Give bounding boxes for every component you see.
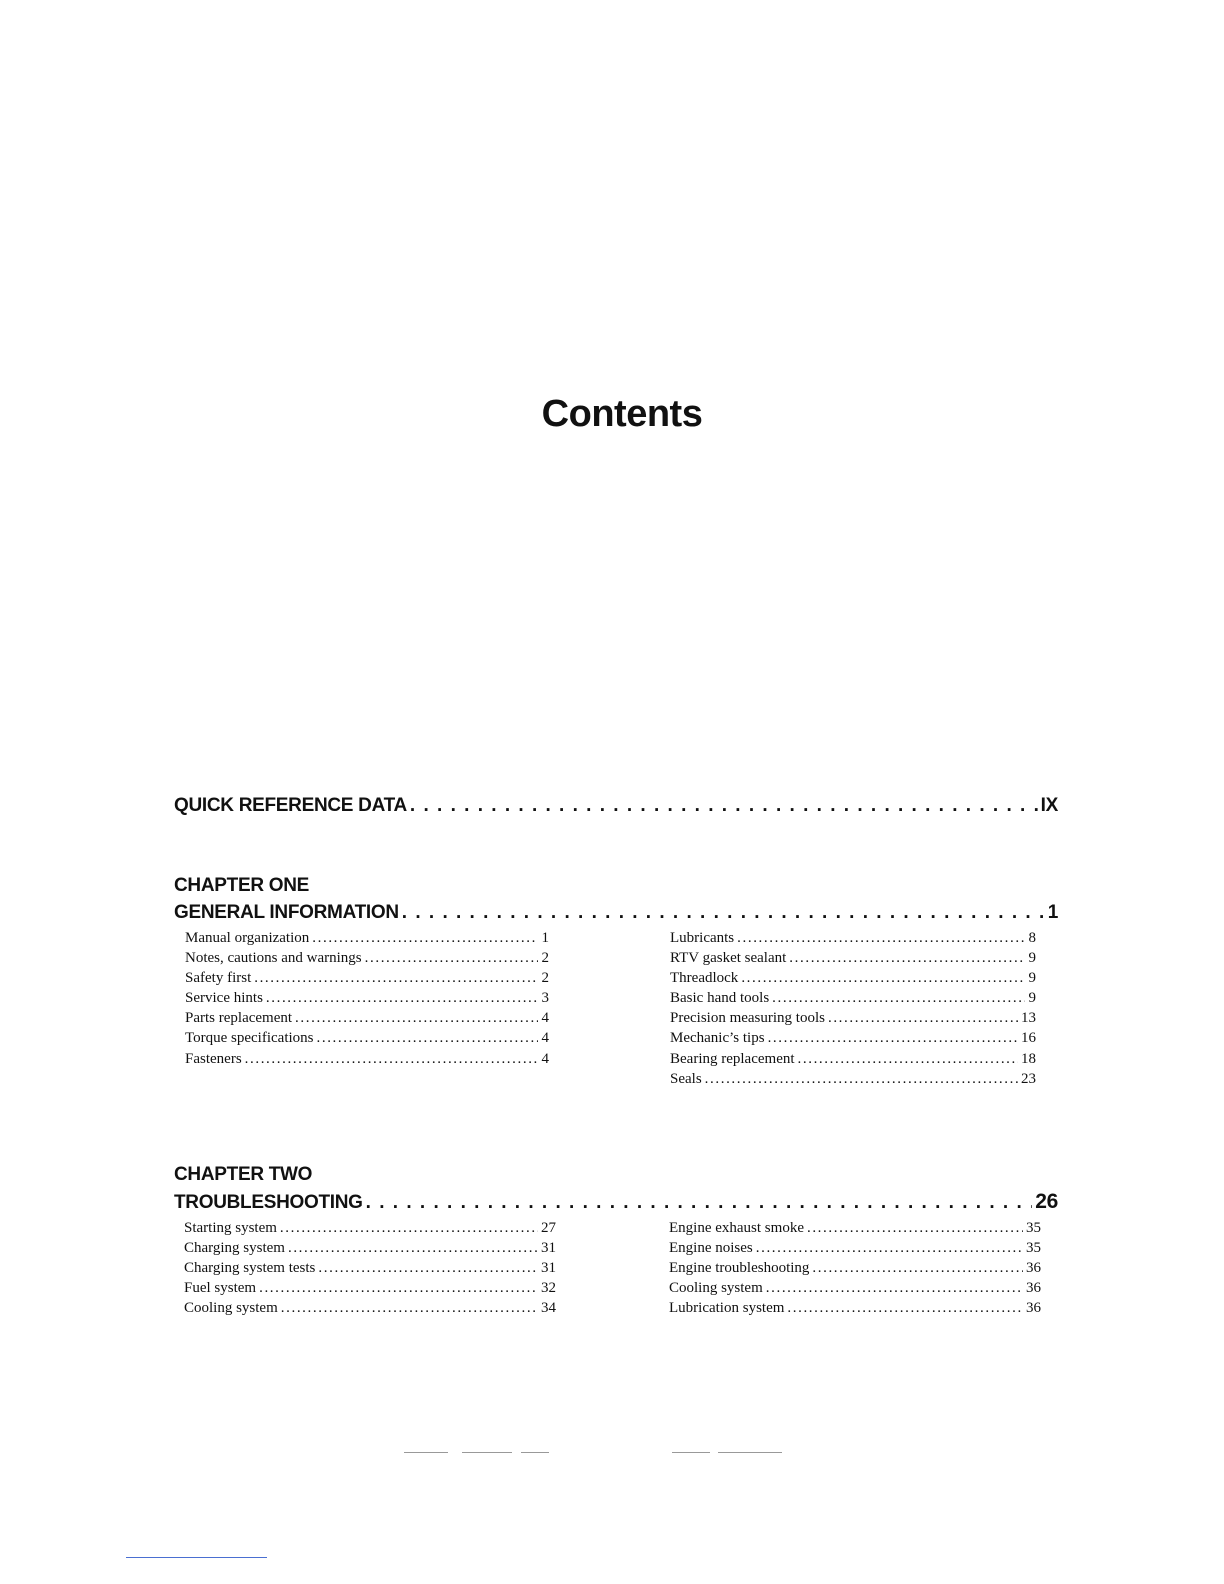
leader-dots <box>366 1189 1033 1217</box>
toc-entry-chapter-one[interactable] <box>174 899 1058 927</box>
entry-page: 8 <box>1028 930 1036 946</box>
entry-label: Torque specifications <box>185 1030 314 1047</box>
leader-dots <box>317 1028 539 1048</box>
entry-page: 4 <box>541 1030 549 1047</box>
entry-page: 23 <box>1021 1070 1036 1087</box>
leader-dots <box>737 928 1025 948</box>
scan-artifact-line <box>404 1452 448 1453</box>
chapter-entries <box>174 928 1058 1089</box>
chapter-entries <box>174 1218 1058 1318</box>
entry-label: Cooling system <box>669 1280 763 1297</box>
toc-entry-chapter-two[interactable] <box>174 1188 1058 1217</box>
entry-page: 35 <box>1026 1240 1041 1257</box>
list-item[interactable] <box>184 1278 556 1298</box>
entry-label: RTV gasket sealant <box>670 950 787 967</box>
chapter-page: 26 <box>1035 1190 1058 1213</box>
leader-dots <box>280 1218 538 1238</box>
page-title: Contents <box>541 393 703 435</box>
leader-dots <box>828 1008 1018 1028</box>
list-item[interactable] <box>670 928 1036 948</box>
entry-label: Fuel system <box>184 1280 257 1297</box>
leader-dots <box>281 1298 538 1318</box>
leader-dots <box>295 1008 538 1028</box>
entry-label: Threadlock <box>670 970 739 987</box>
list-item[interactable] <box>669 1218 1041 1238</box>
entry-label: Engine noises <box>669 1240 753 1257</box>
entry-label: Fasteners <box>185 1050 242 1067</box>
toc-entry-page: IX <box>1040 795 1058 816</box>
scan-artifact-line <box>521 1452 549 1453</box>
list-item[interactable] <box>670 1069 1036 1089</box>
leader-dots <box>807 1218 1023 1238</box>
quick-reference-section <box>174 792 1058 820</box>
entry-label: Charging system <box>184 1240 285 1257</box>
entry-label: Parts replacement <box>185 1010 293 1027</box>
entry-page: 2 <box>541 970 549 987</box>
entry-label: Engine troubleshooting <box>669 1260 810 1277</box>
entry-page: 2 <box>541 950 549 967</box>
chapter-two-section <box>174 1162 1058 1318</box>
entry-label: Notes, cautions and warnings <box>185 950 362 967</box>
list-item[interactable] <box>185 928 549 948</box>
chapter-title: TROUBLESHOOTING <box>174 1192 363 1213</box>
leader-dots <box>259 1278 538 1298</box>
entry-label: Charging system tests <box>184 1260 316 1277</box>
list-item[interactable] <box>185 968 549 988</box>
entries-right-column <box>670 928 1036 1089</box>
chapter-page: 1 <box>1047 902 1058 923</box>
leader-dots <box>789 948 1025 968</box>
list-item[interactable] <box>184 1258 556 1278</box>
leader-dots <box>245 1049 538 1069</box>
toc-entry-quick-reference[interactable] <box>174 792 1058 820</box>
list-item[interactable] <box>184 1238 556 1258</box>
leader-dots <box>768 1028 1018 1048</box>
entry-label: Manual organization <box>185 930 310 946</box>
entry-label: Bearing replacement <box>670 1050 795 1067</box>
entries-right-column <box>669 1218 1041 1318</box>
leader-dots <box>798 1049 1018 1069</box>
leader-dots <box>288 1238 538 1258</box>
entry-page: 16 <box>1021 1030 1036 1047</box>
entry-label: Safety first <box>185 970 252 987</box>
entries-left-column <box>184 1218 556 1318</box>
list-item[interactable] <box>670 968 1036 988</box>
leader-dots <box>410 792 1038 820</box>
entries-left-column <box>185 928 549 1089</box>
leader-dots <box>766 1278 1023 1298</box>
leader-dots <box>812 1258 1023 1278</box>
leader-dots <box>756 1238 1023 1258</box>
list-item[interactable] <box>184 1218 556 1238</box>
list-item[interactable] <box>670 1049 1036 1069</box>
scan-artifact-line <box>462 1452 512 1453</box>
entry-page: 27 <box>541 1220 556 1236</box>
entry-page: 9 <box>1028 970 1036 987</box>
entry-page: 13 <box>1021 1010 1036 1027</box>
entry-page: 9 <box>1028 950 1036 967</box>
list-item[interactable] <box>669 1278 1041 1298</box>
entry-page: 36 <box>1026 1300 1041 1317</box>
entry-page: 3 <box>541 990 549 1007</box>
entry-page: 4 <box>541 1010 549 1027</box>
list-item[interactable] <box>670 988 1036 1008</box>
entry-page: 4 <box>541 1050 549 1067</box>
chapter-title: GENERAL INFORMATION <box>174 902 399 923</box>
entry-page: 35 <box>1026 1220 1041 1236</box>
entry-label: Precision measuring tools <box>670 1010 825 1027</box>
bottom-rule <box>126 1557 267 1558</box>
entry-page: 9 <box>1028 990 1036 1007</box>
entry-page: 1 <box>541 930 549 946</box>
entry-label: Lubricants <box>670 930 735 946</box>
scan-artifact-line <box>672 1452 710 1453</box>
list-item[interactable] <box>185 948 549 968</box>
entry-label: Service hints <box>185 990 263 1007</box>
entry-page: 36 <box>1026 1260 1041 1277</box>
chapter-label: CHAPTER TWO <box>174 1164 313 1185</box>
entry-label: Cooling system <box>184 1300 278 1317</box>
list-item[interactable] <box>669 1298 1041 1318</box>
list-item[interactable] <box>670 1028 1036 1048</box>
chapter-label: CHAPTER ONE <box>174 875 309 896</box>
list-item[interactable] <box>670 1008 1036 1028</box>
leader-dots <box>772 988 1025 1008</box>
leader-dots <box>254 968 538 988</box>
leader-dots <box>402 899 1045 927</box>
list-item[interactable] <box>184 1298 556 1318</box>
list-item[interactable] <box>669 1238 1041 1258</box>
scan-artifact-line <box>718 1452 782 1453</box>
leader-dots <box>365 948 538 968</box>
entry-label: Seals <box>670 1070 702 1087</box>
list-item[interactable] <box>185 1008 549 1028</box>
entry-label: Engine exhaust smoke <box>669 1220 804 1236</box>
entry-label: Starting system <box>184 1220 277 1236</box>
entry-page: 36 <box>1026 1280 1041 1297</box>
leader-dots <box>318 1258 538 1278</box>
list-item[interactable] <box>185 1049 549 1069</box>
leader-dots <box>312 928 538 948</box>
leader-dots <box>705 1069 1018 1089</box>
leader-dots <box>266 988 538 1008</box>
entry-label: Mechanic’s tips <box>670 1030 765 1047</box>
list-item[interactable] <box>670 948 1036 968</box>
entry-page: 32 <box>541 1280 556 1297</box>
entry-page: 31 <box>541 1260 556 1277</box>
entry-label: Lubrication system <box>669 1300 785 1317</box>
chapter-one-section <box>174 873 1058 1089</box>
entry-page: 31 <box>541 1240 556 1257</box>
entry-label: Basic hand tools <box>670 990 770 1007</box>
list-item[interactable] <box>669 1258 1041 1278</box>
entry-page: 34 <box>541 1300 556 1317</box>
entry-page: 18 <box>1021 1050 1036 1067</box>
list-item[interactable] <box>185 988 549 1008</box>
leader-dots <box>787 1298 1023 1318</box>
list-item[interactable] <box>185 1028 549 1048</box>
toc-entry-label: QUICK REFERENCE DATA <box>174 795 407 816</box>
leader-dots <box>741 968 1025 988</box>
